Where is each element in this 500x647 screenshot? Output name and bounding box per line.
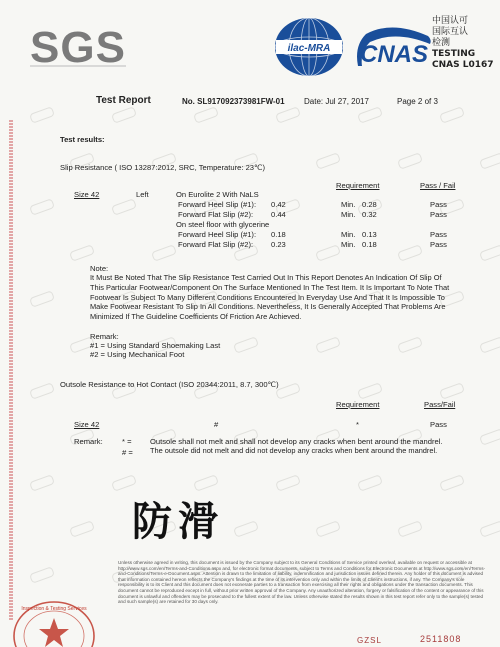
serial-number: 2511808: [420, 634, 462, 644]
cn-line-3: 检测: [432, 38, 451, 48]
slip-row-4-label: Forward Flat Slip (#2):: [178, 240, 254, 249]
page-number: Page 2 of 3: [397, 97, 438, 106]
serial-prefix: GZSL: [357, 636, 382, 645]
watermark-mark: [397, 520, 423, 538]
slip-heading: Slip Resistance ( ISO 13287:2012, SRC, Temperature: 23℃): [60, 163, 266, 172]
testing-label: TESTING: [432, 49, 476, 59]
cnas-label: CNAS: [360, 41, 429, 68]
slip-row-2-value: 0.44: [271, 210, 286, 219]
svg-text:SGS: SGS: [30, 23, 126, 68]
cnas-accreditation-text: [432, 16, 494, 71]
watermark-mark: [439, 474, 465, 492]
watermark-mark: [479, 428, 500, 446]
watermark-mark: [69, 520, 95, 538]
terms-fine-print: Unless otherwise agreed in writing, this document is issued by the Company subject to its General Conditions of Service printed overleaf, available on request or accessible at http://www.sgs.com/en/Terms-and-Conditions.aspx and, for electronic format documents, subject to Terms and Conditions for Electronic Documents at http://www.sgs.com/en/Terms-and-Conditions/Terms-e-Document.aspx. Attention is drawn to the limitation of liability, indemnification and jurisdiction issues defined therein. Any holder of this document is advised that information contained hereon reflects the Company's findings at the time of its intervention only and within the limits of Client's instructions, if any. The Company's sole responsibility is to its Client and this document does not exonerate parties to a transaction from exercising all their rights and obligations under the transaction documents. This document cannot be reproduced except in full, without prior written approval of the Company. Any unauthorized alteration, forgery or falsification of the content or appearance of this document is unlawful and offenders may be prosecuted to the fullest extent of the law. Unless otherwise stated the results shown in this test report refer only to the sample(s) tested and such sample(s) are retained for 30 days only.: [118, 560, 486, 605]
slip-row-1-min: Min.: [341, 200, 356, 209]
report-date: Date: Jul 27, 2017: [304, 97, 369, 106]
slip-row-4-result: Pass: [430, 240, 447, 249]
watermark-mark: [357, 382, 383, 400]
watermark-mark: [315, 520, 341, 538]
note-label: Note:: [90, 264, 109, 273]
slip-row-4-value: 0.23: [271, 240, 286, 249]
watermark-mark: [479, 336, 500, 354]
watermark-mark: [275, 106, 301, 124]
slip-row-3-value: 0.18: [271, 230, 286, 239]
watermark-mark: [357, 106, 383, 124]
slip-condition-1: On Eurolite 2 With NaLS: [176, 190, 259, 199]
outsole-heading: Outsole Resistance to Hot Contact (ISO 20344:2011, 8.7, 300℃): [60, 380, 279, 389]
cnas-logo: [352, 26, 434, 70]
outsole-value: #: [214, 420, 219, 429]
outsole-passfail-header: Pass/Fail: [424, 400, 456, 409]
slip-row-3-label: Forward Heel Slip (#1):: [178, 230, 257, 239]
report-title: Test Report: [96, 95, 151, 106]
slip-row-1-result: Pass: [430, 200, 447, 209]
outsole-result: Pass: [430, 420, 447, 429]
outsole-size: Size 42: [74, 420, 100, 429]
company-seal-stamp: [8, 596, 100, 647]
watermark-mark: [29, 198, 55, 216]
watermark-mark: [29, 106, 55, 124]
outsole-hash-text: The outsole did not melt and did not develop any cracks when bent around the mandrel.: [150, 446, 438, 455]
slip-row-4-req: 0.18: [362, 240, 377, 249]
watermark-mark: [69, 244, 95, 262]
outsole-remark-label: Remark:: [74, 437, 103, 446]
watermark-mark: [397, 336, 423, 354]
slip-row-1-value: 0.42: [271, 200, 286, 209]
watermark-mark: [439, 106, 465, 124]
stamp-text: Inspection & Testing Services: [21, 606, 87, 612]
slip-side: Left: [136, 190, 149, 199]
watermark-mark: [357, 474, 383, 492]
slip-remark-label: Remark:: [90, 332, 119, 341]
watermark-mark: [193, 106, 219, 124]
watermark-mark: [29, 474, 55, 492]
watermark-mark: [439, 382, 465, 400]
watermark-mark: [397, 244, 423, 262]
ilac-mra-logo: [272, 16, 346, 78]
watermark-mark: [315, 244, 341, 262]
watermark-mark: [29, 290, 55, 308]
slip-size: Size 42: [74, 190, 100, 199]
cn-line-1: 中国认可: [432, 16, 469, 26]
watermark-mark: [111, 106, 137, 124]
watermark-mark: [233, 336, 259, 354]
note-text: It Must Be Noted That The Slip Resistance Test Carried Out In This Report Denotes An Indication Of Slip Of This Particular Footwear/Component On The Surface Mentioned In The Test Item. It Is Important To Note That Footwear Is Subject To Many Different Conditions Encountered In Everyday Use And That It Is Impossible To Make Footwear Resistant To Slip In All Conditions. Nevertheless, It Is Generally Accepted That Problems Are Minimized If The Guideline Coefficients Of Friction Are Achieved.: [90, 273, 450, 322]
slip-row-3-req: 0.13: [362, 230, 377, 239]
slip-condition-2: On steel floor with glycerine: [176, 220, 270, 229]
watermark-mark: [111, 198, 137, 216]
slip-passfail-header: Pass / Fail: [420, 181, 456, 190]
slip-row-3-min: Min.: [341, 230, 356, 239]
slip-requirement-header: Requirement: [336, 181, 380, 190]
slip-row-1-req: 0.28: [362, 200, 377, 209]
slip-row-2-label: Forward Flat Slip (#2):: [178, 210, 254, 219]
watermark-mark: [29, 382, 55, 400]
watermark-mark: [315, 336, 341, 354]
outsole-requirement: *: [356, 420, 359, 429]
outsole-star-key: * =: [122, 437, 132, 446]
watermark-mark: [479, 520, 500, 538]
test-results-label: Test results:: [60, 135, 105, 144]
ilac-label: ilac-MRA: [287, 43, 331, 54]
cnas-number: CNAS L0167: [432, 60, 494, 70]
watermark-mark: [151, 244, 177, 262]
outsole-requirement-header: Requirement: [336, 400, 380, 409]
slip-remark-2: #2 = Using Mechanical Foot: [90, 350, 185, 359]
watermark-mark: [315, 152, 341, 170]
watermark-mark: [479, 152, 500, 170]
report-number: No. SL917092373981FW-01: [182, 97, 285, 106]
sgs-logo: [30, 22, 128, 68]
outsole-hash-key: # =: [122, 448, 133, 457]
slip-row-4-min: Min.: [341, 240, 356, 249]
watermark-mark: [479, 244, 500, 262]
slip-row-3-result: Pass: [430, 230, 447, 239]
slip-row-1-label: Forward Heel Slip (#1):: [178, 200, 257, 209]
watermark-mark: [275, 474, 301, 492]
outsole-star-text: Outsole shall not melt and shall not develop any cracks when bent around the mandrel.: [150, 437, 443, 446]
slip-row-2-result: Pass: [430, 210, 447, 219]
watermark-mark: [397, 152, 423, 170]
cn-line-2: 国际互认: [432, 27, 469, 37]
watermark-mark: [233, 520, 259, 538]
slip-row-2-min: Min.: [341, 210, 356, 219]
side-security-strip: [6, 120, 16, 620]
slip-remark-1: #1 = Using Standard Shoemaking Last: [90, 341, 221, 350]
slip-row-2-req: 0.32: [362, 210, 377, 219]
handwritten-characters: 防滑: [132, 498, 224, 545]
watermark-mark: [29, 566, 55, 584]
